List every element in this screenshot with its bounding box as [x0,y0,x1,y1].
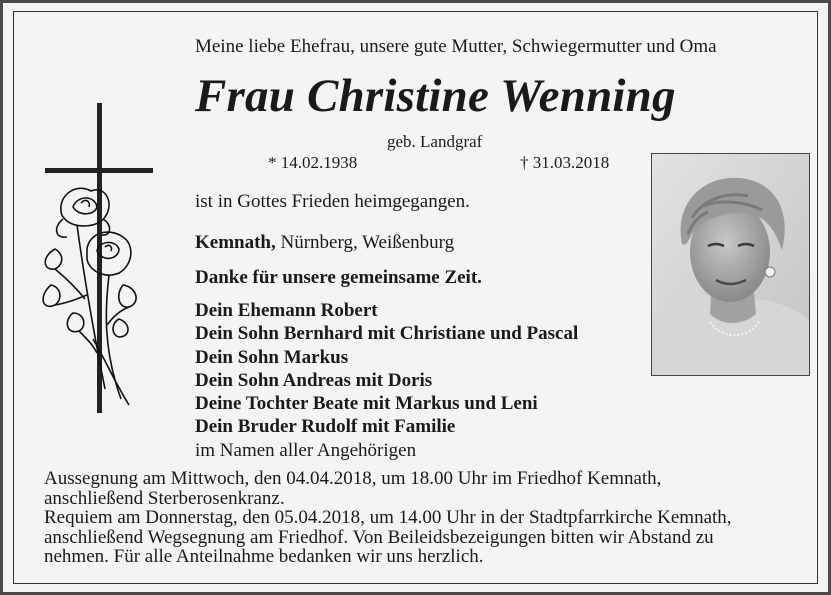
maiden-name: geb. Landgraf [387,132,483,151]
mourners-list [195,299,578,462]
mourner-line: Deine Tochter Beate mit Markus und Leni [195,393,538,415]
places-rest: Nürnberg, Weißenburg [275,232,455,253]
service-info [44,469,732,567]
mourner-line: Dein Ehemann Robert [195,300,378,321]
place-main: Kemnath, [195,232,276,253]
mourner-line: Dein Bruder Rudolf mit Familie [195,416,456,438]
service-line: Requiem am Donnerstag, den 05.04.2018, um 14.00 Uhr in der Stadtpfarrkirche Kemnath, [44,507,732,528]
places-line [195,232,454,254]
service-line: anschließend Wegsegnung am Friedhof. Von Beileidsbezeigungen bitten wir Abstand zu [44,526,714,548]
passed-away-text: ist in Gottes Frieden heimgegangen. [195,191,470,212]
mourner-line: Dein Sohn Andreas mit Doris [195,369,433,391]
thanks-line: Danke für unsere gemeinsame Zeit. [195,267,482,288]
service-line: anschließend Sterberosenkranz. [44,487,285,509]
portrait-photo [651,153,810,376]
service-line: nehmen. Für alle Anteilnahme bedanken wir uns herzlich. [44,546,484,567]
birth-date: * 14.02.1938 [268,153,358,172]
mourner-line: Dein Sohn Bernhard mit Christiane und Pascal [195,323,579,345]
death-date: † 31.03.2018 [520,153,610,172]
deceased-name: Frau Christine Wenning [195,70,676,122]
intro-line: Meine liebe Ehefrau, unsere gute Mutter, Schwiegermutter und Oma [195,36,717,57]
obituary-notice [3,3,828,592]
cross-with-roses-icon [33,99,158,419]
mourners-closing: im Namen aller Angehörigen [195,439,417,461]
mourner-line: Dein Sohn Markus [195,346,349,368]
service-line: Aussegnung am Mittwoch, den 04.04.2018, um 18.00 Uhr im Friedhof Kemnath, [44,468,662,489]
